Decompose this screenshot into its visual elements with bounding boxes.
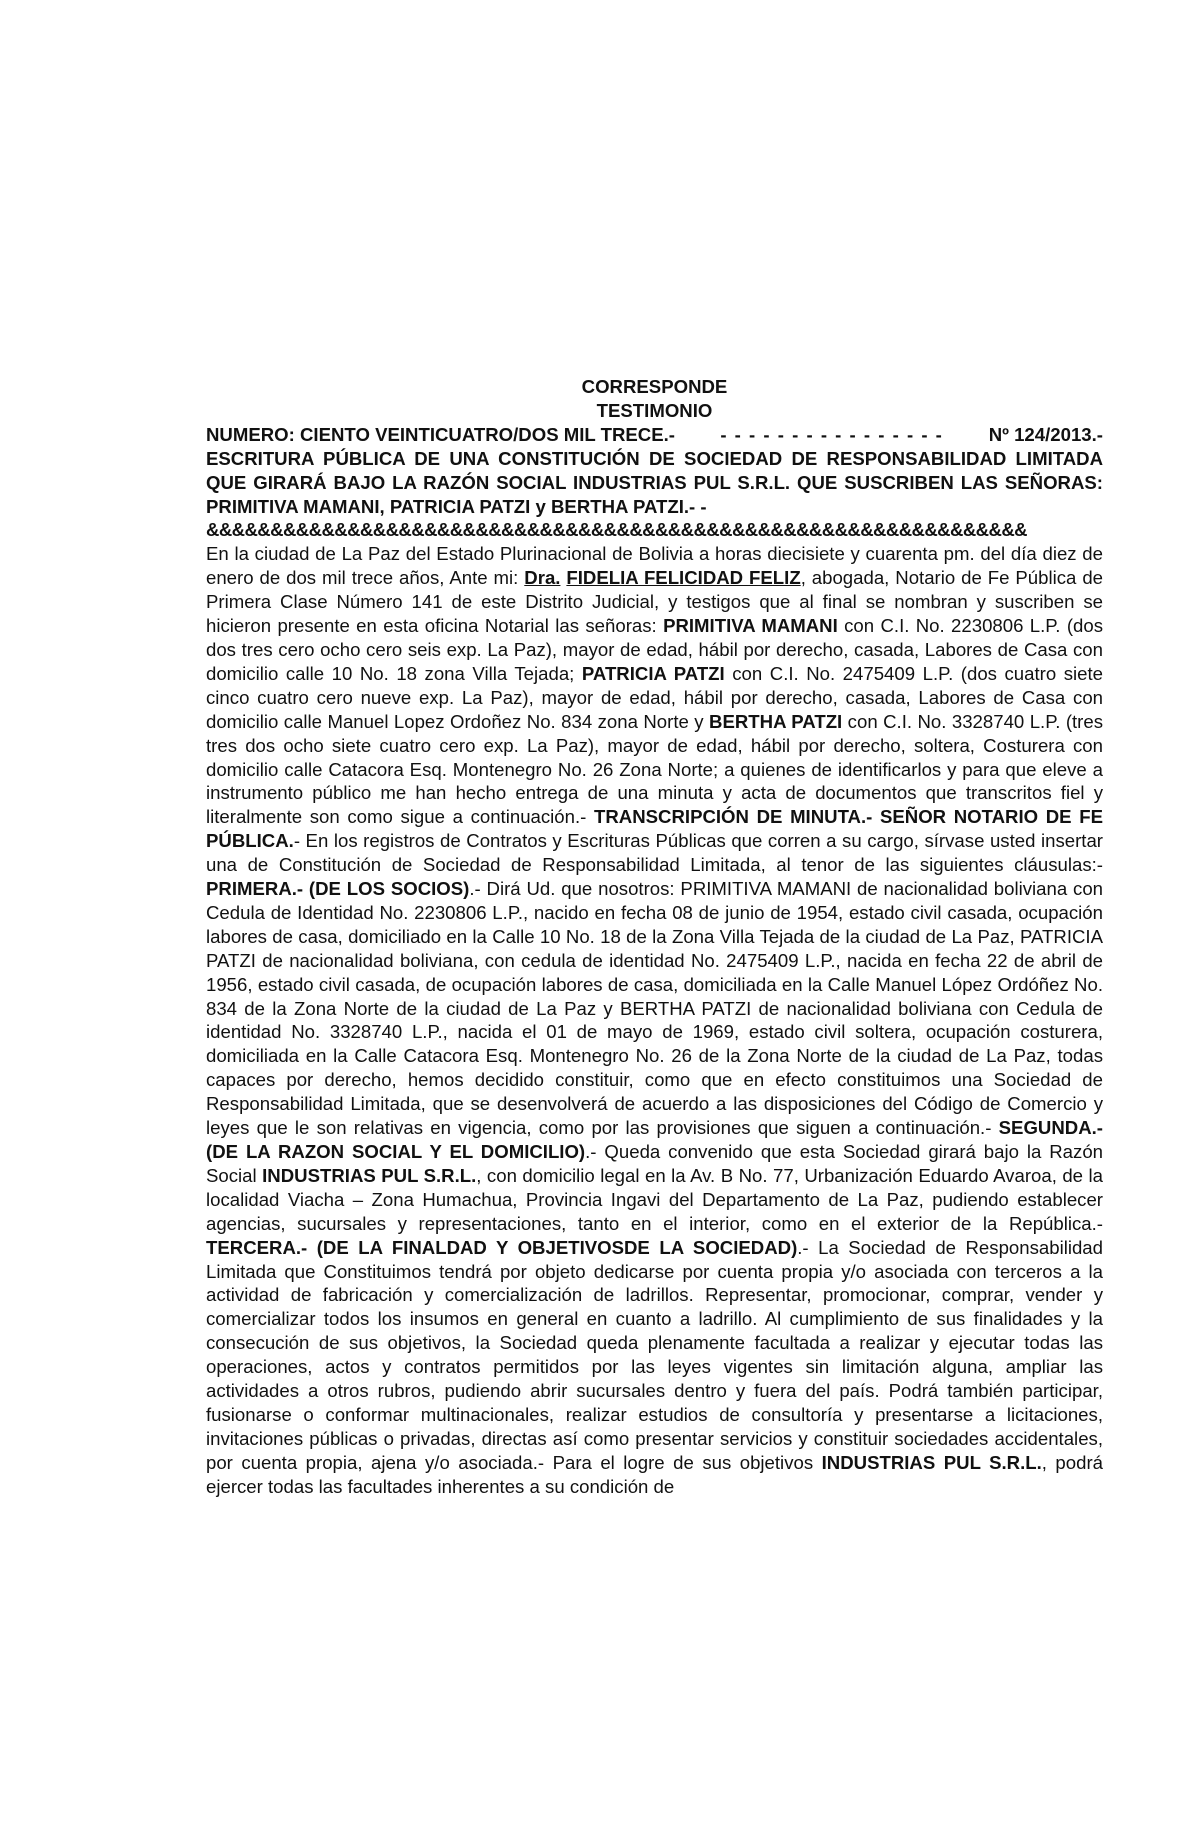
separator-line: &&&&&&&&&&&&&&&&&&&&&&&&&&&&&&&&&&&&&&&&&&&&&&&&&&&&&&&&&&&&&&&& [206,519,1027,541]
person-name: PATRICIA PATZI [581,662,725,684]
clause-heading: PRIMERA.- (DE LOS SOCIOS) [206,878,470,900]
document-page [206,375,1103,1499]
body-text [206,542,1103,1498]
company-name: INDUSTRIAS PUL S.R.L. [821,1451,1042,1473]
person-name: BERTHA PATZI [709,710,843,732]
text-segment: .- Queda convenido que esta Sociedad girará bajo la Razón Social [206,1141,1103,1186]
header-numero-line [206,423,1103,447]
text-segment: - En los registros de Contratos y Escrituras Públicas que corren a su cargo, sírvase usted insertar una de Constitución de Sociedad de Responsabilidad Limitada, al tenor de las siguientes cláusulas:- [206,830,1103,876]
notary-title: Dra. [524,567,561,589]
numero-label: NUMERO: CIENTO VEINTICUATRO/DOS MIL TRECE.- [206,423,675,445]
numero-code: Nº 124/2013.- [988,423,1103,445]
text-segment: En la ciudad de La Paz del Estado Plurinacional de Bolivia a horas diecisiete y cuarenta pm. del día diez de enero de dos mil trece años, Ante mi: [206,543,1103,589]
clause-heading: TERCERA.- (DE LA FINALDAD Y OBJETIVOSDE LA SOCIEDAD) [206,1236,798,1258]
numero-dashes: - - - - - - - - - - - - - - - - [720,423,944,445]
header-corresponde: CORRESPONDE [581,376,728,397]
text-segment: con C.I. No. 3328740 L.P. (tres tres dos ocho siete cuatro cero exp. La Paz), mayor de edad, hábil por derecho, soltera, Costurera con domicilio calle Catacora Esq. Montenegro No. 26 Zona Norte; a quienes de identificarlos y para que eleve a instrumento público me han hecho entrega de una minuta y acta de documentos que transcritos fiel y literalmente son como sigue a continuación.- [206,710,1104,828]
text-segment: , abogada, Notario de Fe Pública de Primera Clase Número 141 de este Distrito Judicial, y testigos que al final se nombran y suscriben se hicieron presente en esta oficina Notarial las señoras: [206,567,1103,637]
company-name: INDUSTRIAS PUL S.R.L. [262,1164,477,1186]
text-segment: , podrá ejercer todas las facultades inherentes a su condición de [206,1451,1103,1497]
text-segment: con C.I. No. 2475409 L.P. (dos cuatro siete cinco cuatro cero nueve exp. La Paz), mayor de edad, hábil por derecho, casada, Labores de Casa con domicilio calle Manuel Lopez Ordoñez No. 834 zona Norte y [206,662,1103,732]
header-testimonio: TESTIMONIO [596,399,713,421]
text-segment: , con domicilio legal en la Av. B No. 77, Urbanización Eduardo Avaroa, de la localidad Viacha – Zona Humachua, Provincia Ingavi del Departamento de La Paz, pudiendo establecer agencias, sucursales y representaciones, tanto en el interior, como en el exterior de la República.- [206,1164,1103,1234]
document-title: ESCRITURA PÚBLICA DE UNA CONSTITUCIÓN DE SOCIEDAD DE RESPONSABILIDAD LIMITADA QUE GIRARÁ BAJO LA RAZÓN SOCIAL INDUSTRIAS PUL S.R.L. QUE SUSCRIBEN LAS SEÑORAS: PRIMITIVA MAMANI, PATRICIA PATZI y BERTHA PATZI.- - [206,447,1103,517]
notary-name: FIDELIA FELICIDAD FELIZ [566,567,801,589]
text-segment: .- Dirá Ud. que nosotros: PRIMITIVA MAMANI de nacionalidad boliviana con Cedula de Identidad No. 2230806 L.P., nacido en fecha 08 de junio de 1954, estado civil casada, ocupación labores de casa, domiciliado en la Calle 10 No. 18 de la Zona Villa Tejada de la ciudad de La Paz, PATRICIA PATZI de nacionalidad boliviana, con cedula de identidad No. 2475409 L.P., nacida en fecha 22 de abril de 1956, estado civil casada, de ocupación labores de casa, domiciliada en la Calle Manuel López Ordóñez No. 834 de la Zona Norte de la ciudad de La Paz y BERTHA PATZI de nacionalidad boliviana con Cedula de identidad No. 3328740 L.P., nacida el 01 de mayo de 1969, estado civil soltera, ocupación costurera, domiciliada en la Calle Catacora Esq. Montenegro No. 26 de la Zona Norte de la ciudad de La Paz, todas capaces por derecho, hemos decidido constituir, como que en efecto constituimos una Sociedad de Responsabilidad Limitada, que se desenvolverá de acuerdo a las disposiciones del Código de Comercio y leyes que le son relativas en vigencia, como por las provisiones que siguen a continuación.- [206,878,1103,1139]
clause-heading: SEGUNDA.- (DE LA RAZON SOCIAL Y EL DOMICILIO) [206,1117,1103,1162]
section-heading: TRANSCRIPCIÓN DE MINUTA.- SEÑOR NOTARIO DE FE PÚBLICA. [206,806,1103,852]
person-name: PRIMITIVA MAMANI [663,615,838,637]
text-segment: con C.I. No. 2230806 L.P. (dos dos tres cero ocho cero seis exp. La Paz), mayor de edad, hábil por derecho, casada, Labores de Casa con domicilio calle 10 No. 18 zona Villa Tejada; [206,615,1103,684]
body-paragraph [206,542,1103,1498]
text-segment: .- La Sociedad de Responsabilidad Limitada que Constituimos tendrá por objeto dedicarse por cuenta propia y/o asociada con terceros a la actividad de fabricación y comercialización de ladrillos. Representar, promocionar, comprar, vender y comercializar todos los insumos en general en cuanto a ladrillo. Al cumplimiento de sus finalidades y la consecución de sus objetivos, la Sociedad queda plenamente facultada a realizar y ejecutar todas las operaciones, actos y contratos permitidos por las leyes vigentes sin limitación alguna, ampliar las actividades a otros rubros, pudiendo abrir sucursales dentro y fuera del país. Podrá también participar, fusionarse o conformar multinacionales, realizar estudios de consultoría y presentarse a licitaciones, invitaciones públicas o privadas, directas así como presentar servicios y constituir sociedades accidentales, por cuenta propia, ajena y/o asociada.- Para el logre de sus objetivos [206,1236,1103,1473]
